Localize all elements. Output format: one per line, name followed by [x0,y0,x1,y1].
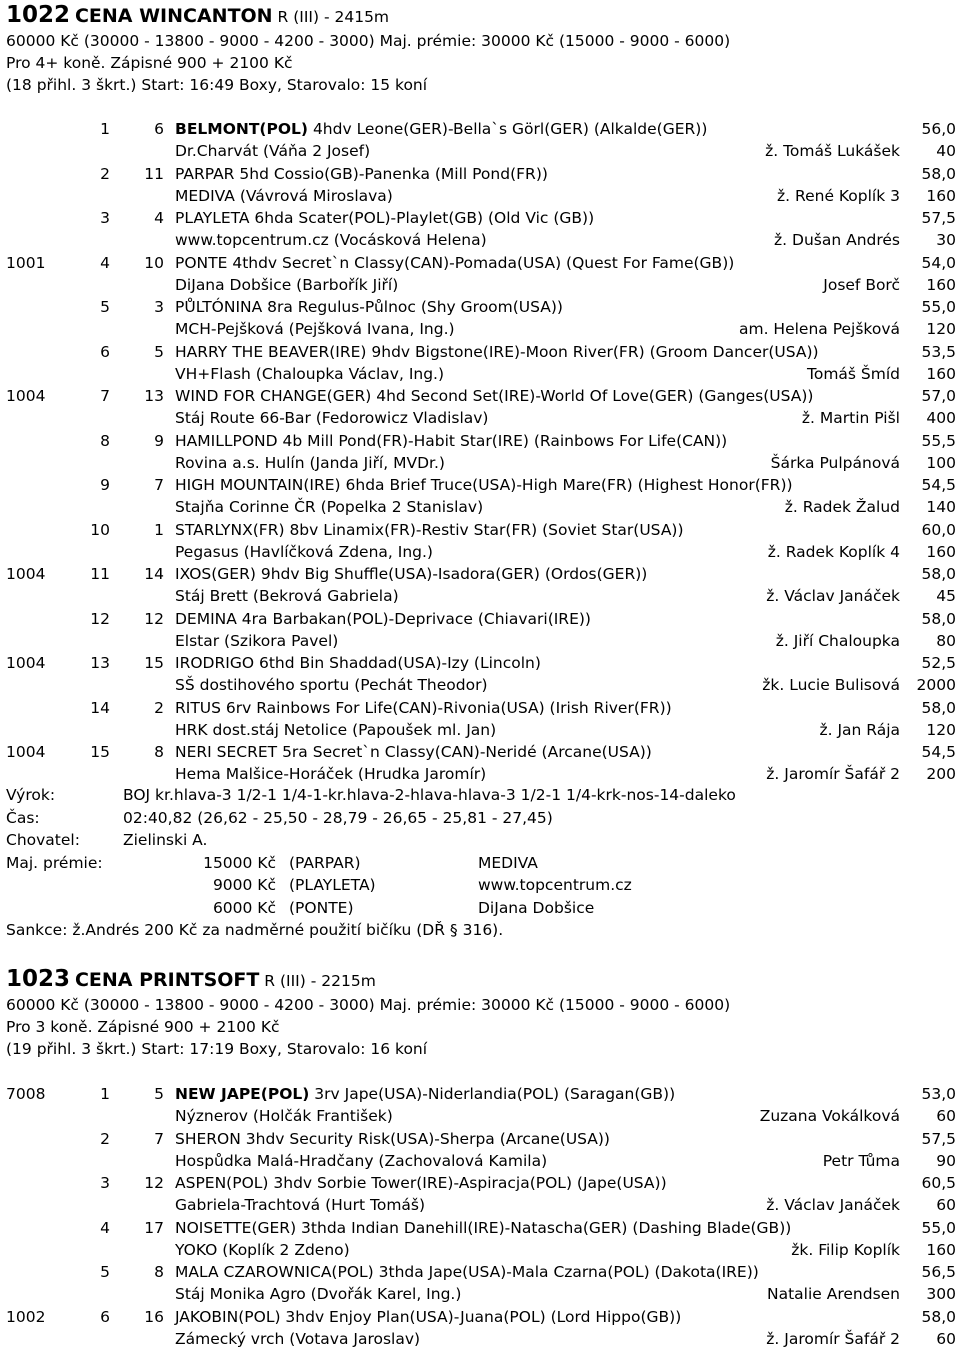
weight: 60,0 [921,519,956,541]
result-row [0,1261,960,1306]
finish-position: 5 [90,1261,110,1283]
weight: 57,5 [921,207,956,229]
bonus-horse: (PONTE) [289,897,354,920]
sanctions-text: Sankce: ž.Andrés 200 Kč za nadměrné použití bičíku (DŘ § 316). [6,919,503,942]
horse-pedigree: MALA CZAROWNICA(POL) 3thda Jape(USA)-Mala Czarna(POL) (Dakota(IRE)) [175,1263,759,1281]
race-conditions: Pro 4+ koně. Zápisné 900 + 2100 Kč [6,52,960,74]
bonus-amount: 6000 Kč [196,897,276,920]
result-row [0,1217,960,1262]
race-name: CENA PRINTSOFT [75,969,259,991]
horse-info [175,608,591,630]
weight: 58,0 [921,563,956,585]
horse-pedigree: 3rv Jape(USA)-Niderlandia(POL) (Saragan(GB)) [309,1085,675,1103]
finish-position: 4 [90,1217,110,1239]
previous-race: 7008 [6,1083,45,1105]
horse-info [175,385,813,407]
horse-info [175,252,734,274]
jockey-prize: 30 [936,229,956,251]
bonus-owner: www.topcentrum.cz [478,874,632,897]
jockey-prize: 45 [936,585,956,607]
finish-position: 5 [90,296,110,318]
start-number: 1 [140,519,164,541]
result-row [0,563,960,608]
result-row [0,1083,960,1128]
result-row [0,1306,960,1350]
jockey-prize: 80 [936,630,956,652]
bonus-owner: DiJana Dobšice [478,897,594,920]
jockey-prize: 60 [936,1194,956,1216]
verdict-label: Výrok: [6,784,55,807]
horse-name: BELMONT(POL) [175,120,308,138]
jockey-prize: 120 [926,318,956,340]
weight: 52,5 [921,652,956,674]
verdict-value: BOJ kr.hlava-3 1/2-1 1/4-1-kr.hlava-2-hlava-hlava-3 1/2-1 1/4-krk-nos-14-daleko [123,784,736,807]
jockey-prize: 400 [926,407,956,429]
previous-race: 1004 [6,385,45,407]
finish-position: 2 [90,163,110,185]
owner-trainer: www.topcentrum.cz (Vocásková Helena) [175,229,487,251]
horse-pedigree: JAKOBIN(POL) 3hdv Enjoy Plan(USA)-Juana(POL) (Lord Hippo(GB)) [175,1308,681,1326]
horse-pedigree: STARLYNX(FR) 8bv Linamix(FR)-Restiv Star(FR) (Soviet Star(USA)) [175,521,684,539]
race-title [6,2,960,30]
result-row [0,608,960,653]
horse-info [175,697,672,719]
finish-position: 6 [90,1306,110,1328]
bonus-horse: (PLAYLETA) [289,874,376,897]
bonus-horse: (PARPAR) [289,852,361,875]
jockey: Josef Borč [823,274,900,296]
horse-pedigree: 4hdv Leone(GER)-Bella`s Görl(GER) (Alkalde(GER)) [308,120,707,138]
start-number: 8 [140,741,164,763]
horse-info [175,341,819,363]
horse-pedigree: SHERON 3hdv Security Risk(USA)-Sherpa (Arcane(USA)) [175,1130,610,1148]
jockey-prize: 200 [926,763,956,785]
weight: 58,0 [921,608,956,630]
owner-trainer: HRK dost.stáj Netolice (Papoušek ml. Jan) [175,719,496,741]
owner-trainer: Gabriela-Trachtová (Hurt Tomáš) [175,1194,425,1216]
horse-pedigree: HARRY THE BEAVER(IRE) 9hdv Bigstone(IRE)-Moon River(FR) (Groom Dancer(USA)) [175,343,819,361]
horse-pedigree: NERI SECRET 5ra Secret`n Classy(CAN)-Neridé (Arcane(USA)) [175,743,652,761]
owner-bonus-label: Maj. prémie: [6,852,103,875]
horse-pedigree: IRODRIGO 6thd Bin Shaddad(USA)-Izy (Lincoln) [175,654,541,672]
breeder-label: Chovatel: [6,829,80,852]
horse-name: NEW JAPE(POL) [175,1085,309,1103]
weight: 54,5 [921,474,956,496]
owner-trainer: Stáj Monika Agro (Dvořák Karel, Ing.) [175,1283,461,1305]
horse-pedigree: PLAYLETA 6hda Scater(POL)-Playlet(GB) (Old Vic (GB)) [175,209,594,227]
race-start-info: (19 přihl. 3 škrt.) Start: 17:19 Boxy, Starovalo: 16 koní [6,1038,960,1060]
start-number: 9 [140,430,164,452]
jockey-prize: 60 [936,1105,956,1127]
previous-race: 1004 [6,741,45,763]
weight: 57,5 [921,1128,956,1150]
finish-position: 12 [90,608,110,630]
jockey: Natalie Arendsen [767,1283,900,1305]
jockey: ž. Václav Janáček [766,585,900,607]
jockey: Petr Tůma [823,1150,900,1172]
race-number: 1022 [6,2,70,28]
owner-trainer: Hospůdka Malá-Hradčany (Zachovalová Kamila) [175,1150,547,1172]
results-list-1022 [0,118,960,786]
result-row [0,1172,960,1217]
horse-pedigree: WIND FOR CHANGE(GER) 4hd Second Set(IRE)-World Of Love(GER) (Ganges(USA)) [175,387,813,405]
previous-race: 1004 [6,652,45,674]
result-row [0,430,960,475]
jockey: Zuzana Vokálková [760,1105,900,1127]
horse-pedigree: IXOS(GER) 9hdv Big Shuffle(USA)-Isadora(GER) (Ordos(GER)) [175,565,647,583]
previous-race: 1001 [6,252,45,274]
race-header-1022 [6,2,960,96]
owner-trainer: Zámecký vrch (Votava Jaroslav) [175,1328,420,1350]
jockey-prize: 160 [926,363,956,385]
horse-pedigree: PARPAR 5hd Cossio(GB)-Panenka (Mill Pond(FR)) [175,165,548,183]
jockey: ž. Jiří Chaloupka [776,630,900,652]
finish-position: 3 [90,1172,110,1194]
weight: 54,5 [921,741,956,763]
start-number: 8 [140,1261,164,1283]
owner-bonus-row [6,874,960,897]
race-prizes: 60000 Kč (30000 - 13800 - 9000 - 4200 - 3000) Maj. prémie: 30000 Kč (15000 - 9000 - 6000) [6,994,960,1016]
result-row [0,252,960,297]
jockey-prize: 160 [926,541,956,563]
owner-trainer: Elstar (Szikora Pavel) [175,630,338,652]
start-number: 11 [140,163,164,185]
finish-position: 13 [90,652,110,674]
owner-trainer: Stáj Route 66-Bar (Fedorowicz Vladislav) [175,407,488,429]
race-footer-1022 [6,784,960,942]
horse-info [175,207,594,229]
result-row [0,1128,960,1173]
start-number: 2 [140,697,164,719]
owner-trainer: Stáj Brett (Bekrová Gabriela) [175,585,399,607]
horse-pedigree: DEMINA 4ra Barbakan(POL)-Deprivace (Chiavari(IRE)) [175,610,591,628]
weight: 54,0 [921,252,956,274]
horse-info [175,652,541,674]
horse-info [175,118,707,140]
jockey: ž. René Koplík 3 [777,185,900,207]
bonus-amount: 9000 Kč [196,874,276,897]
finish-position: 6 [90,341,110,363]
jockey-prize: 2000 [917,674,956,696]
start-number: 13 [140,385,164,407]
finish-position: 4 [90,252,110,274]
weight: 53,0 [921,1083,956,1105]
owner-bonus-row [6,852,960,875]
horse-info [175,1083,675,1105]
owner-trainer: MEDIVA (Vávrová Miroslava) [175,185,393,207]
result-row [0,652,960,697]
owner-trainer: Hema Malšice-Horáček (Hrudka Jaromír) [175,763,486,785]
horse-info [175,1128,610,1150]
weight: 56,0 [921,118,956,140]
start-number: 15 [140,652,164,674]
finish-position: 1 [90,1083,110,1105]
start-number: 4 [140,207,164,229]
finish-position: 10 [90,519,110,541]
weight: 58,0 [921,697,956,719]
jockey: ž. Tomáš Lukášek [765,140,900,162]
jockey-prize: 60 [936,1328,956,1350]
race-header-1023 [6,966,960,1060]
jockey-prize: 90 [936,1150,956,1172]
weight: 55,0 [921,1217,956,1239]
owner-trainer: Rovina a.s. Hulín (Janda Jiří, MVDr.) [175,452,445,474]
result-row [0,207,960,252]
start-number: 10 [140,252,164,274]
horse-info [175,519,684,541]
weight: 56,5 [921,1261,956,1283]
finish-position: 3 [90,207,110,229]
finish-position: 15 [90,741,110,763]
horse-pedigree: ASPEN(POL) 3hdv Sorbie Tower(IRE)-Aspiracja(POL) (Jape(USA)) [175,1174,667,1192]
race-conditions: Pro 3 koně. Zápisné 900 + 2100 Kč [6,1016,960,1038]
result-row [0,163,960,208]
race-number: 1023 [6,966,70,992]
finish-position: 1 [90,118,110,140]
horse-info [175,1261,759,1283]
finish-position: 8 [90,430,110,452]
breeder-value: Zielinski A. [123,829,207,852]
jockey: am. Helena Pejšková [739,318,900,340]
owner-trainer: MCH-Pejšková (Pejšková Ivana, Ing.) [175,318,455,340]
bonus-owner: MEDIVA [478,852,538,875]
time-value: 02:40,82 (26,62 - 25,50 - 28,79 - 26,65 - 25,81 - 27,45) [123,807,553,830]
result-row [0,118,960,163]
owner-trainer: Stajňa Corinne ČR (Popelka 2 Stanislav) [175,496,483,518]
horse-info [175,163,548,185]
jockey: ž. Jan Rája [819,719,900,741]
horse-pedigree: RITUS 6rv Rainbows For Life(CAN)-Rivonia(USA) (Irish River(FR)) [175,699,672,717]
owner-bonus-row [6,897,960,920]
result-row [0,385,960,430]
horse-info [175,1172,667,1194]
weight: 55,0 [921,296,956,318]
start-number: 6 [140,118,164,140]
jockey-prize: 100 [926,452,956,474]
jockey: Tomáš Šmíd [807,363,900,385]
jockey: Šárka Pulpánová [771,452,900,474]
finish-position: 11 [90,563,110,585]
owner-trainer: Pegasus (Havlíčková Zdena, Ing.) [175,541,433,563]
jockey: žk. Filip Koplík [791,1239,900,1261]
horse-info [175,1217,791,1239]
jockey-prize: 160 [926,185,956,207]
jockey-prize: 300 [926,1283,956,1305]
result-row [0,741,960,786]
race-class: R (III) - 2215m [264,972,376,990]
owner-trainer: Nýznerov (Holčák František) [175,1105,393,1127]
horse-pedigree: PONTE 4thdv Secret`n Classy(CAN)-Pomada(USA) (Quest For Fame(GB)) [175,254,734,272]
race-prizes: 60000 Kč (30000 - 13800 - 9000 - 4200 - 3000) Maj. prémie: 30000 Kč (15000 - 9000 - 6000) [6,30,960,52]
race-name: CENA WINCANTON [75,5,273,27]
weight: 53,5 [921,341,956,363]
owner-trainer: YOKO (Koplík 2 Zdeno) [175,1239,350,1261]
horse-info [175,741,652,763]
weight: 60,5 [921,1172,956,1194]
result-row [0,296,960,341]
horse-pedigree: PŮLTÓNINA 8ra Regulus-Půlnoc (Shy Groom(USA)) [175,298,563,316]
jockey-prize: 160 [926,1239,956,1261]
finish-position: 2 [90,1128,110,1150]
result-row [0,341,960,386]
start-number: 5 [140,341,164,363]
weight: 58,0 [921,1306,956,1328]
finish-position: 14 [90,697,110,719]
previous-race: 1002 [6,1306,45,1328]
horse-pedigree: HIGH MOUNTAIN(IRE) 6hda Brief Truce(USA)-High Mare(FR) (Highest Honor(FR)) [175,476,793,494]
jockey-prize: 140 [926,496,956,518]
finish-position: 7 [90,385,110,407]
jockey: ž. Václav Janáček [766,1194,900,1216]
owner-trainer: SŠ dostihového sportu (Pechát Theodor) [175,674,488,696]
weight: 57,0 [921,385,956,407]
jockey: ž. Martin Pišl [802,407,900,429]
horse-info [175,296,563,318]
jockey: ž. Radek Žalud [785,496,900,518]
weight: 58,0 [921,163,956,185]
start-number: 7 [140,474,164,496]
horse-info [175,563,647,585]
race-title [6,966,960,994]
jockey-prize: 120 [926,719,956,741]
start-number: 5 [140,1083,164,1105]
sanctions-row [6,919,960,942]
race-start-info: (18 přihl. 3 škrt.) Start: 16:49 Boxy, Starovalo: 15 koní [6,74,960,96]
horse-info [175,430,727,452]
start-number: 14 [140,563,164,585]
jockey-prize: 40 [936,140,956,162]
start-number: 12 [140,608,164,630]
start-number: 7 [140,1128,164,1150]
results-list-1023 [0,1083,960,1350]
result-row [0,519,960,564]
horse-pedigree: NOISETTE(GER) 3thda Indian Danehill(IRE)-Natascha(GER) (Dashing Blade(GB)) [175,1219,791,1237]
horse-info [175,1306,681,1328]
finish-position: 9 [90,474,110,496]
owner-trainer: Dr.Charvát (Váňa 2 Josef) [175,140,370,162]
start-number: 16 [140,1306,164,1328]
start-number: 12 [140,1172,164,1194]
previous-race: 1004 [6,563,45,585]
owner-trainer: VH+Flash (Chaloupka Václav, Ing.) [175,363,444,385]
jockey-prize: 160 [926,274,956,296]
start-number: 17 [140,1217,164,1239]
jockey: ž. Dušan Andrés [774,229,900,251]
race-class: R (III) - 2415m [278,8,390,26]
jockey: ž. Jaromír Šafář 2 [766,1328,900,1350]
jockey: ž. Jaromír Šafář 2 [766,763,900,785]
horse-pedigree: HAMILLPOND 4b Mill Pond(FR)-Habit Star(IRE) (Rainbows For Life(CAN)) [175,432,727,450]
start-number: 3 [140,296,164,318]
verdict-row [6,784,960,807]
result-row [0,474,960,519]
time-row [6,807,960,830]
jockey: ž. Radek Koplík 4 [768,541,900,563]
weight: 55,5 [921,430,956,452]
time-label: Čas: [6,807,40,830]
bonus-amount: 15000 Kč [196,852,276,875]
jockey: žk. Lucie Bulisová [762,674,900,696]
breeder-row [6,829,960,852]
horse-info [175,474,793,496]
owner-trainer: DiJana Dobšice (Barbořík Jiří) [175,274,398,296]
result-row [0,697,960,742]
